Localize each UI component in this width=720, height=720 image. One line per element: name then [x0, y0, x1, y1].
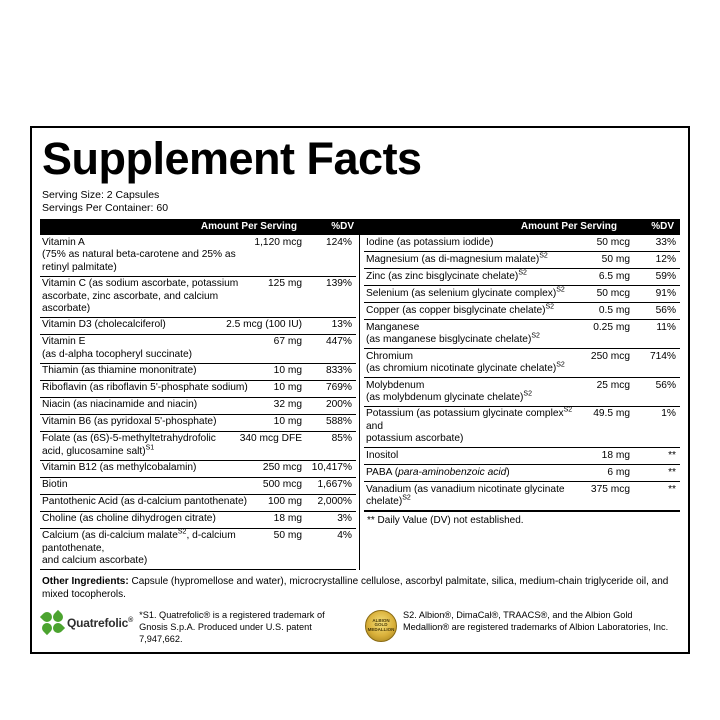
- nutrient-name: Potassium (as potassium glycinate complex$^{S2}$ and potassium ascorbate): [366, 406, 573, 445]
- nutrient-column-left: [40, 235, 360, 570]
- table-row: [40, 381, 356, 398]
- nutrient-dv: 4%: [337, 530, 352, 542]
- table-row: [364, 349, 680, 378]
- table-row: [364, 378, 680, 407]
- table-row: [40, 318, 356, 335]
- nutrient-name: Riboflavin (as riboflavin 5'-phosphate sodium): [42, 382, 248, 394]
- nutrient-dv: 1%: [661, 408, 676, 420]
- trademark-logos: [42, 610, 678, 646]
- s2-note: S2. Albion®, DimaCal®, TRAACS®, and the Albion Gold Medallion® are registered trademarks of Albion Laboratories, Inc.: [403, 609, 669, 632]
- nutrient-name: Inositol: [366, 449, 399, 461]
- nutrient-amount: 125 mg: [268, 278, 302, 290]
- nutrient-amount: 375 mcg: [590, 483, 630, 495]
- nutrient-dv: 769%: [325, 382, 352, 394]
- nutrient-name: Biotin: [42, 479, 68, 491]
- table-row: [364, 482, 680, 511]
- table-row: [40, 277, 356, 318]
- nutrient-dv: **: [668, 483, 676, 495]
- nutrient-dv: 11%: [656, 321, 676, 333]
- table-row: [364, 252, 680, 269]
- other-ingredients-label: Other Ingredients:: [42, 575, 129, 587]
- nutrient-amount: 10 mg: [273, 382, 302, 394]
- nutrient-amount: 6 mg: [607, 466, 630, 478]
- nutrient-amount: 10 mg: [273, 416, 302, 428]
- table-row: [364, 448, 680, 465]
- nutrient-amount: 1,120 mcg: [254, 236, 302, 248]
- dv-footnote: ** Daily Value (DV) not established.: [364, 511, 680, 528]
- nutrient-name: Manganese (as manganese bisglycinate chelate)$^{S2}$: [366, 321, 540, 346]
- nutrient-name: Vitamin A (75% as natural beta-carotene and 25% as retinyl palmitate): [42, 236, 236, 273]
- nutrient-amount: 18 mg: [601, 449, 630, 461]
- nutrient-dv: **: [668, 466, 676, 478]
- nutrient-dv: 3%: [337, 513, 352, 525]
- nutrient-amount: 50 mcg: [596, 236, 630, 248]
- nutrient-name: PABA (para-aminobenzoic acid): [366, 466, 510, 478]
- nutrient-name: Calcium (as di-calcium malate$^{S2}$, d-calcium pantothenate, and calcium ascorbate): [42, 528, 236, 566]
- nutrient-name: Iodine (as potassium iodide): [366, 236, 494, 248]
- nutrient-dv: 33%: [655, 236, 676, 248]
- nutrient-name: Thiamin (as thiamine mononitrate): [42, 365, 197, 377]
- nutrient-dv: 588%: [325, 416, 352, 428]
- nutrient-amount: 100 mg: [268, 496, 302, 508]
- albion-block: [365, 610, 678, 642]
- serving-size: Serving Size: 2 Capsules: [42, 189, 160, 201]
- nutrient-amount: 32 mg: [273, 399, 302, 411]
- header-amount-per-serving-right: Amount Per Serving: [520, 221, 617, 233]
- nutrient-amount: 340 mcg DFE: [239, 433, 302, 445]
- table-row: [40, 461, 356, 478]
- nutrient-amount: 50 mg: [601, 253, 630, 265]
- nutrient-column-right: [360, 235, 680, 570]
- nutrient-amount: 2.5 mcg (100 IU): [226, 319, 302, 331]
- supplement-facts-panel: [30, 126, 690, 654]
- table-row: [40, 432, 356, 461]
- nutrient-dv: 2,000%: [317, 496, 352, 508]
- other-ingredients-text: Capsule (hypromellose and water), microcrystalline cellulose, ascorbyl palmitate, silica, medium-chain triglyceride oil, and mixed tocopherols.: [42, 575, 669, 600]
- table-row: [364, 269, 680, 286]
- nutrient-name: Niacin (as niacinamide and niacin): [42, 399, 198, 411]
- nutrient-dv: 85%: [331, 433, 352, 445]
- page-title: Supplement Facts: [42, 133, 422, 184]
- nutrient-amount: 6.5 mg: [598, 270, 630, 282]
- serving-info: [42, 189, 680, 215]
- table-row: [40, 398, 356, 415]
- table-row: [40, 512, 356, 529]
- nutrient-dv: 59%: [655, 270, 676, 282]
- table-row: [364, 465, 680, 482]
- nutrient-dv: 10,417%: [311, 462, 352, 474]
- nutrient-columns: [40, 234, 680, 570]
- nutrient-name: Vitamin B6 (as pyridoxal 5'-phosphate): [42, 416, 217, 428]
- nutrient-name: Vitamin C (as sodium ascorbate, potassium ascorbate, zinc ascorbate, and calcium ascorbate): [42, 278, 239, 314]
- nutrient-dv: 447%: [325, 336, 352, 348]
- header-dv-left: %DV: [331, 221, 354, 233]
- nutrient-dv: **: [668, 449, 676, 461]
- nutrient-dv: 56%: [655, 379, 676, 391]
- table-row: [40, 415, 356, 432]
- nutrient-name: Zinc (as zinc bisglycinate chelate)$^{S2}$: [366, 269, 527, 282]
- nutrient-amount: 50 mg: [273, 530, 302, 542]
- nutrient-dv: 139%: [325, 278, 352, 290]
- nutrient-dv: 12%: [655, 253, 676, 265]
- nutrient-name: Vitamin D3 (cholecalciferol): [42, 319, 166, 331]
- nutrient-amount: 0.25 mg: [593, 321, 630, 333]
- nutrient-amount: 250 mcg: [262, 462, 302, 474]
- nutrient-name: Pantothenic Acid (as d-calcium pantothenate): [42, 496, 248, 508]
- nutrient-dv: 200%: [325, 399, 352, 411]
- nutrient-amount: 50 mcg: [596, 287, 630, 299]
- nutrient-dv: 1,667%: [317, 479, 352, 491]
- clover-icon: [42, 612, 64, 634]
- nutrient-dv: 833%: [325, 365, 352, 377]
- nutrient-name: Vitamin B12 (as methylcobalamin): [42, 462, 197, 474]
- nutrient-name: Copper (as copper bisglycinate chelate)$^{S2}$: [366, 303, 555, 316]
- nutrient-amount: 0.5 mg: [598, 304, 630, 316]
- nutrient-name: Chromium (as chromium nicotinate glycinate chelate)$^{S2}$: [366, 350, 565, 375]
- table-row: [40, 529, 356, 570]
- nutrient-dv: 91%: [655, 287, 676, 299]
- nutrient-amount: 49.5 mg: [593, 408, 630, 420]
- servings-per-container: Servings Per Container: 60: [42, 202, 169, 215]
- nutrient-dv: 714%: [649, 350, 676, 362]
- albion-seal-icon: ALBION GOLD MEDALLION: [365, 610, 397, 642]
- nutrient-name: Vitamin E (as d-alpha tocopheryl succinate): [42, 336, 193, 360]
- nutrient-name: Magnesium (as di-magnesium malate)$^{S2}$: [366, 252, 548, 265]
- table-row: [364, 303, 680, 320]
- nutrient-name: Folate (as (6S)-5-methyltetrahydrofolic acid, glucosamine salt)$^{S1}$: [42, 433, 216, 457]
- nutrient-dv: 56%: [655, 304, 676, 316]
- table-row: [40, 364, 356, 381]
- nutrient-amount: 25 mcg: [596, 379, 630, 391]
- header-amount-per-serving-left: Amount Per Serving: [200, 221, 297, 233]
- table-row: [364, 320, 680, 349]
- nutrient-amount: 10 mg: [273, 365, 302, 377]
- nutrient-amount: 250 mcg: [590, 350, 630, 362]
- nutrient-dv: 124%: [325, 236, 352, 248]
- table-row: [364, 286, 680, 303]
- s1-note: *S1. Quatrefolic® is a registered trademark of Gnosis S.p.A. Produced under U.S. patent 7,947,662.: [139, 609, 325, 644]
- table-row: [364, 407, 680, 448]
- other-ingredients: [42, 575, 678, 601]
- table-row: [40, 335, 356, 364]
- nutrient-dv: 13%: [331, 319, 352, 331]
- quatrefolic-wordmark: Quatrefolic®: [67, 615, 134, 630]
- table-row: [40, 235, 356, 276]
- quatrefolic-block: [42, 610, 355, 646]
- header-dv-right: %DV: [651, 221, 674, 233]
- nutrient-amount: 500 mcg: [262, 479, 302, 491]
- table-row: [40, 495, 356, 512]
- quatrefolic-logo: [42, 610, 133, 634]
- table-row: [364, 235, 680, 252]
- table-header-bar: [40, 219, 680, 234]
- nutrient-name: Selenium (as selenium glycinate complex)$^{S2}$: [366, 286, 565, 299]
- nutrient-name: Molybdenum (as molybdenum glycinate chelate)$^{S2}$: [366, 379, 532, 403]
- nutrient-name: Vanadium (as vanadium nicotinate glycinate chelate)$^{S2}$: [366, 483, 565, 508]
- nutrient-amount: 18 mg: [273, 513, 302, 525]
- nutrient-name: Choline (as choline dihydrogen citrate): [42, 513, 216, 525]
- nutrient-amount: 67 mg: [273, 336, 302, 348]
- table-row: [40, 478, 356, 495]
